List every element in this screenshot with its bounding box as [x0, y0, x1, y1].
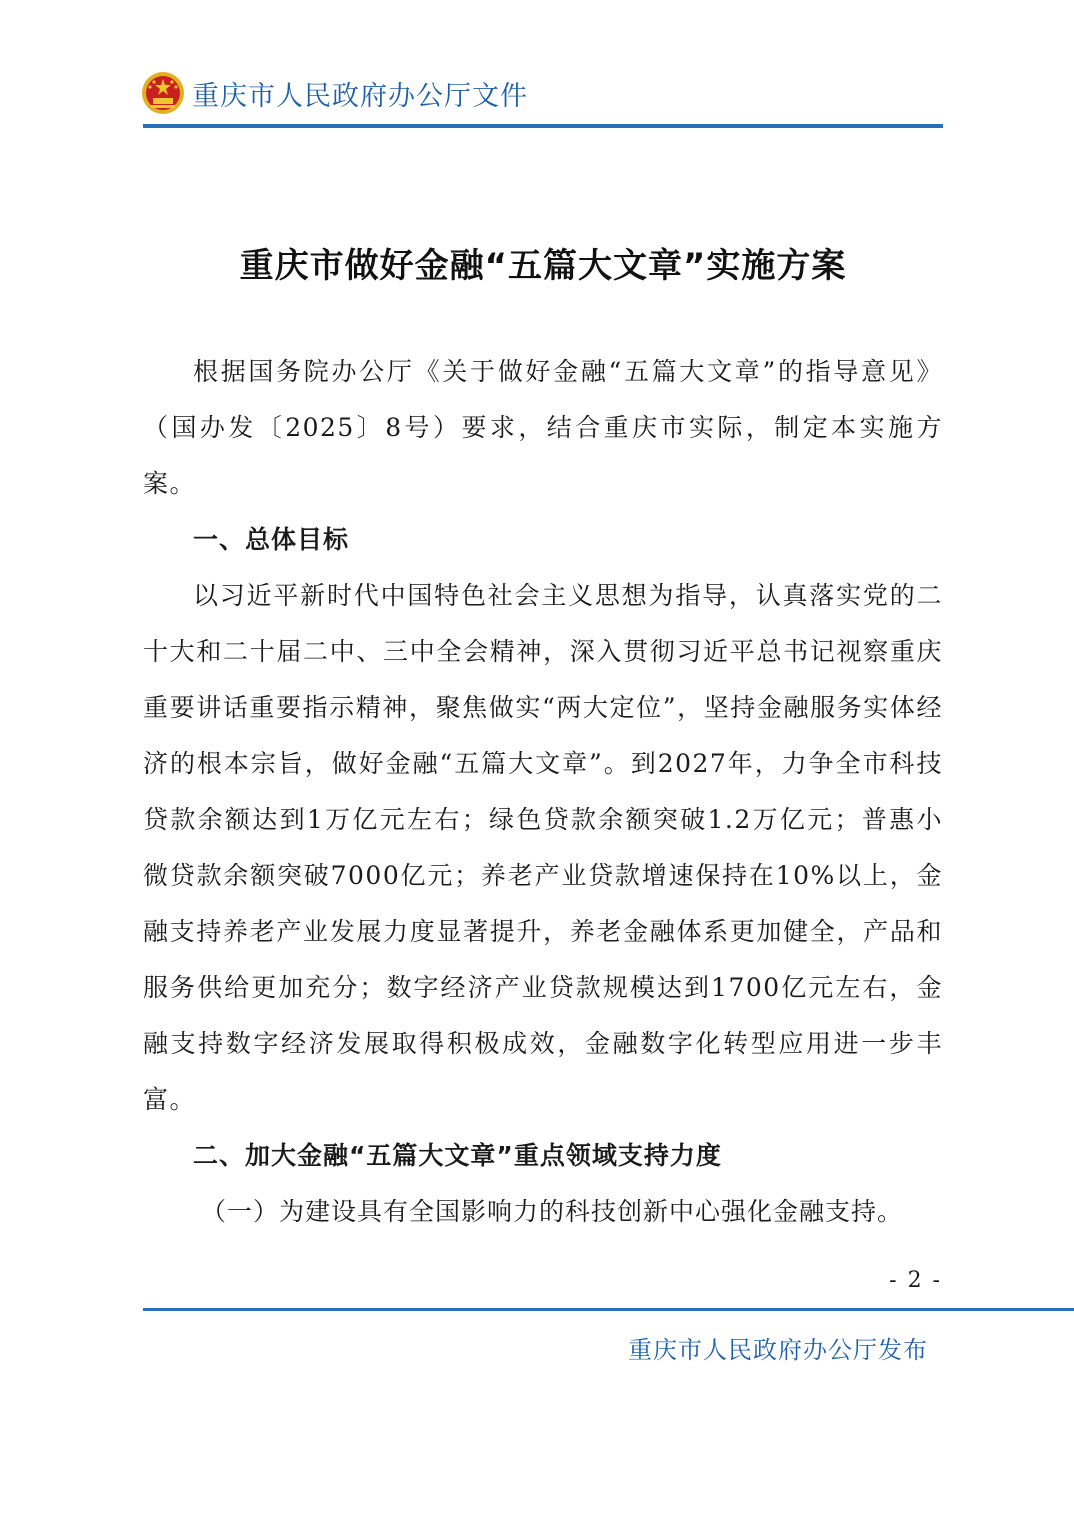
section-1-heading: 一、总体目标 [193, 525, 350, 554]
document-body [143, 344, 943, 1240]
section-2-subheading-1: （一）为建设具有全国影响力的科技创新中心强化金融支持。 [201, 1197, 904, 1226]
document-title: 重庆市做好金融“五篇大文章”实施方案 [239, 246, 847, 286]
section-1-paragraph: 以习近平新时代中国特色社会主义思想为指导，认真落实党的二十大和二十届二中、三中全会精神，深入贯彻习近平总书记视察重庆重要讲话重要指示精神，聚焦做实“两大定位”，坚持金融服务实体经济的根本宗旨，做好金融“五篇大文章”。到2027年，力争全市科技贷款余额达到1万亿元左右；绿色贷款余额突破1.2万亿元；普惠小微贷款余额突破7000亿元；养老产业贷款增速保持在10%以上，金融支持养老产业发展力度显著提升，养老金融体系更加健全，产品和服务供给更加充分；数字经济产业贷款规模达到1700亿元左右，金融支持数字经济发展取得积极成效，金融数字化转型应用进一步丰富。 [143, 581, 943, 1114]
footer-publisher: 重庆市人民政府办公厅发布 [628, 1336, 928, 1364]
intro-paragraph: 根据国务院办公厅《关于做好金融“五篇大文章”的指导意见》（国办发〔2025〕8号）要求，结合重庆市实际，制定本实施方案。 [143, 357, 943, 498]
national-emblem-icon [140, 70, 186, 116]
header-title: 重庆市人民政府办公厅文件 [192, 80, 528, 112]
section-2-heading: 二、加大金融“五篇大文章”重点领域支持力度 [193, 1141, 722, 1170]
page-number: - 2 - [889, 1268, 942, 1293]
footer-divider [143, 1308, 1074, 1311]
document-header [140, 66, 528, 120]
header-divider [143, 124, 943, 128]
